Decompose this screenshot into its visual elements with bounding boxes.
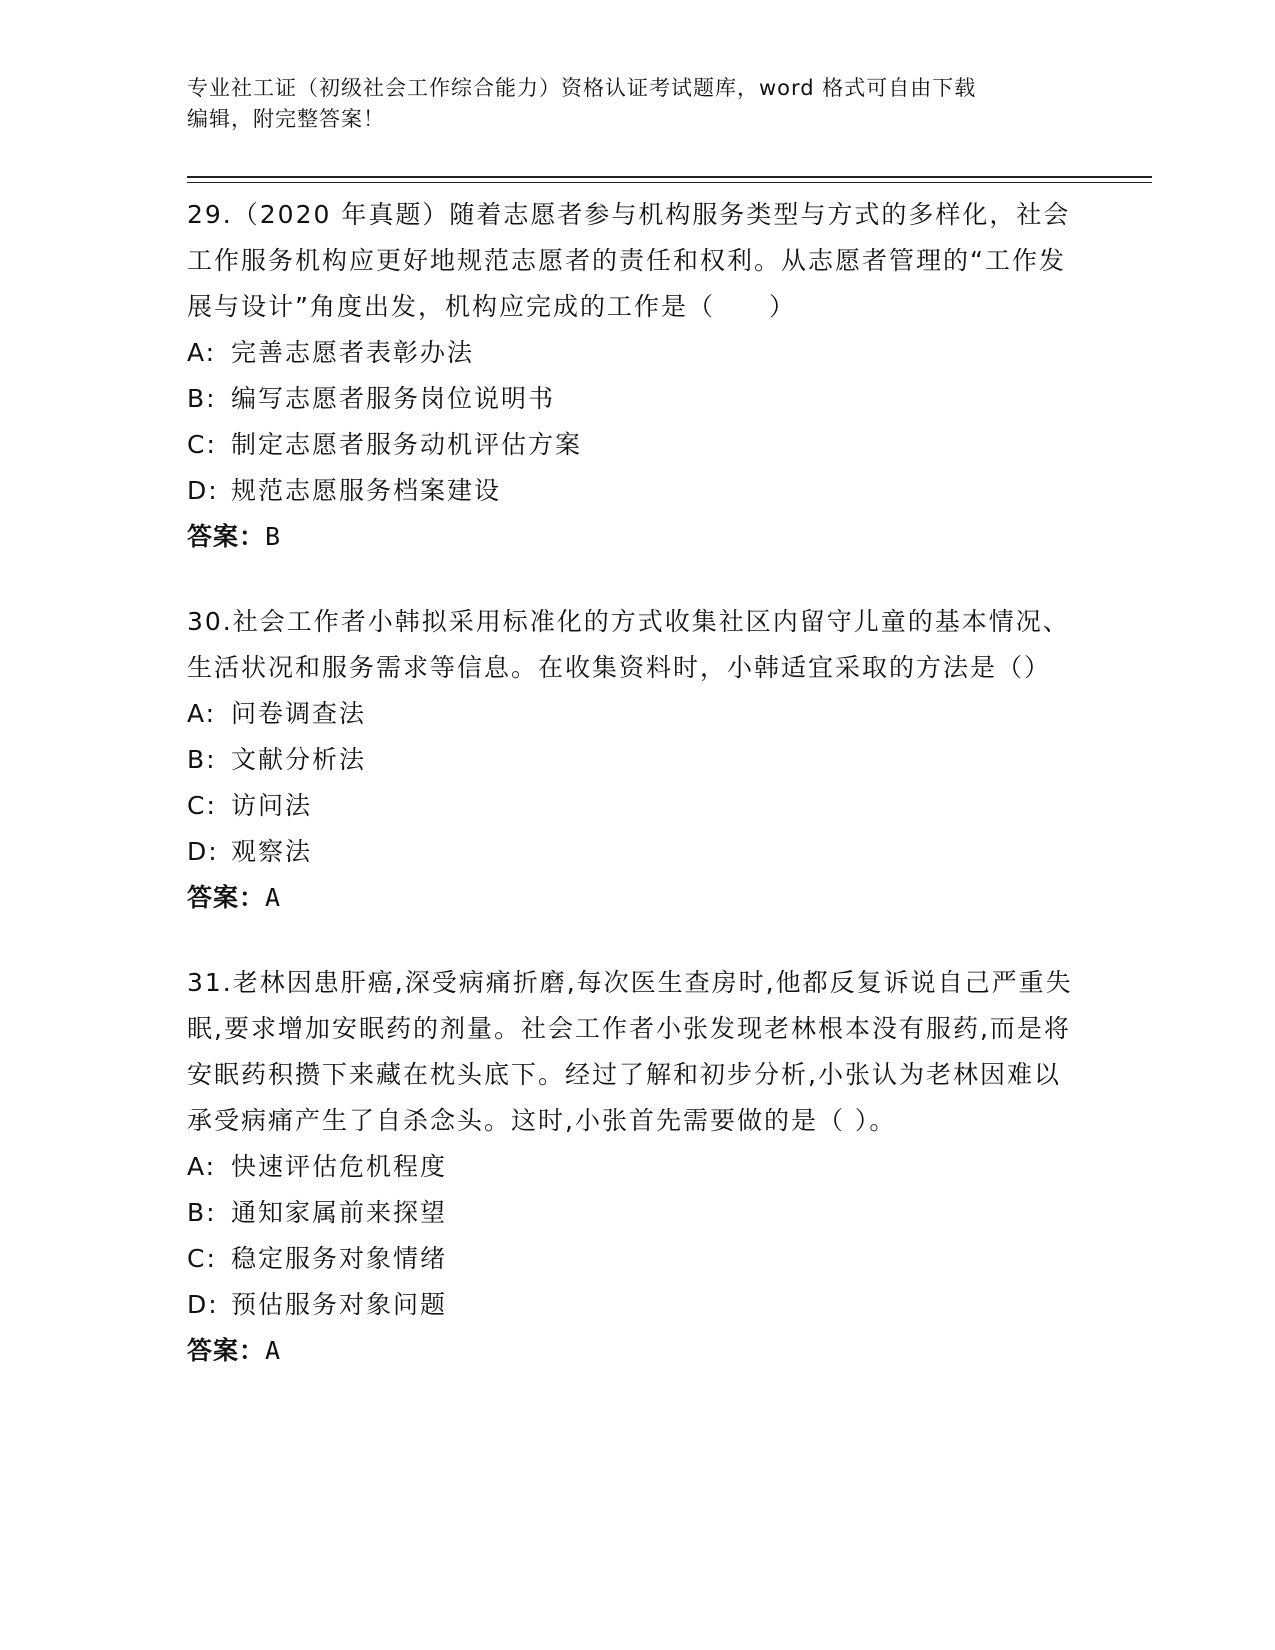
question-stem: 30.社会工作者小韩拟采用标准化的方式收集社区内留守儿童的基本情况、生活状况和服务需求等信息。在收集资料时，小韩适宜采取的方法是（） xyxy=(187,607,1070,682)
answer-label: 答案： xyxy=(187,883,266,912)
option-b xyxy=(187,737,1087,783)
header-rule-thick xyxy=(187,176,1152,178)
option-text: 快速评估危机程度 xyxy=(231,1152,448,1181)
option-c xyxy=(187,783,1087,829)
option-key: A: xyxy=(187,699,217,728)
option-d xyxy=(187,829,1087,875)
option-text: 规范志愿服务档案建设 xyxy=(231,476,502,505)
option-c xyxy=(187,1236,1087,1282)
option-key: A: xyxy=(187,338,217,367)
option-text: 访问法 xyxy=(231,791,313,820)
answer-line xyxy=(187,875,1087,921)
option-text: 文献分析法 xyxy=(231,745,367,774)
answer-line xyxy=(187,1328,1087,1374)
header-line-1: 专业社工证（初级社会工作综合能力）资格认证考试题库，word 格式可自由下载 xyxy=(187,76,977,100)
option-key: B: xyxy=(187,1198,217,1227)
option-a xyxy=(187,1144,1087,1190)
option-text: 完善志愿者表彰办法 xyxy=(231,338,475,367)
option-a xyxy=(187,330,1087,376)
option-key: D: xyxy=(187,476,219,505)
option-text: 稳定服务对象情绪 xyxy=(231,1244,448,1273)
document-header xyxy=(187,73,1067,135)
header-rule-thin xyxy=(187,182,1152,183)
option-key: A: xyxy=(187,1152,217,1181)
option-key: B: xyxy=(187,745,217,774)
option-c xyxy=(187,422,1087,468)
question-30 xyxy=(187,599,1087,921)
option-key: C: xyxy=(187,1244,217,1273)
question-stem: 29.（2020 年真题）随着志愿者参与机构服务类型与方式的多样化，社会工作服务机构应更好地规范志愿者的责任和权利。从志愿者管理的“工作发展与设计”角度出发，机构应完成的工作是（ ） xyxy=(187,200,1071,321)
option-key: D: xyxy=(187,1290,219,1319)
answer-line xyxy=(187,514,1087,560)
answer-value: B xyxy=(265,522,282,551)
option-text: 观察法 xyxy=(231,837,313,866)
option-text: 问卷调查法 xyxy=(231,699,367,728)
option-b xyxy=(187,376,1087,422)
answer-label: 答案： xyxy=(187,1336,266,1365)
option-d xyxy=(187,1282,1087,1328)
option-text: 编写志愿者服务岗位说明书 xyxy=(231,384,556,413)
question-29 xyxy=(187,192,1087,560)
option-text: 通知家属前来探望 xyxy=(231,1198,448,1227)
option-d xyxy=(187,468,1087,514)
option-text: 预估服务对象问题 xyxy=(231,1290,448,1319)
answer-value: A xyxy=(265,883,282,912)
option-text: 制定志愿者服务动机评估方案 xyxy=(231,430,583,459)
option-key: D: xyxy=(187,837,219,866)
question-list xyxy=(187,192,1087,1413)
question-31 xyxy=(187,960,1087,1374)
header-line-2: 编辑，附完整答案！ xyxy=(187,107,385,131)
answer-label: 答案： xyxy=(187,522,266,551)
option-b xyxy=(187,1190,1087,1236)
option-key: B: xyxy=(187,384,217,413)
option-key: C: xyxy=(187,791,217,820)
option-a xyxy=(187,691,1087,737)
question-stem: 31.老林因患肝癌,深受病痛折磨,每次医生查房时,他都反复诉说自己严重失眠,要求增加安眠药的剂量。社会工作者小张发现老林根本没有服药,而是将安眠药积攒下来藏在枕头底下。经过了解和初步分析,小张认为老林因难以承受病痛产生了自杀念头。这时,小张首先需要做的是（ ）。 xyxy=(187,968,1073,1135)
answer-value: A xyxy=(265,1336,282,1365)
option-key: C: xyxy=(187,430,217,459)
